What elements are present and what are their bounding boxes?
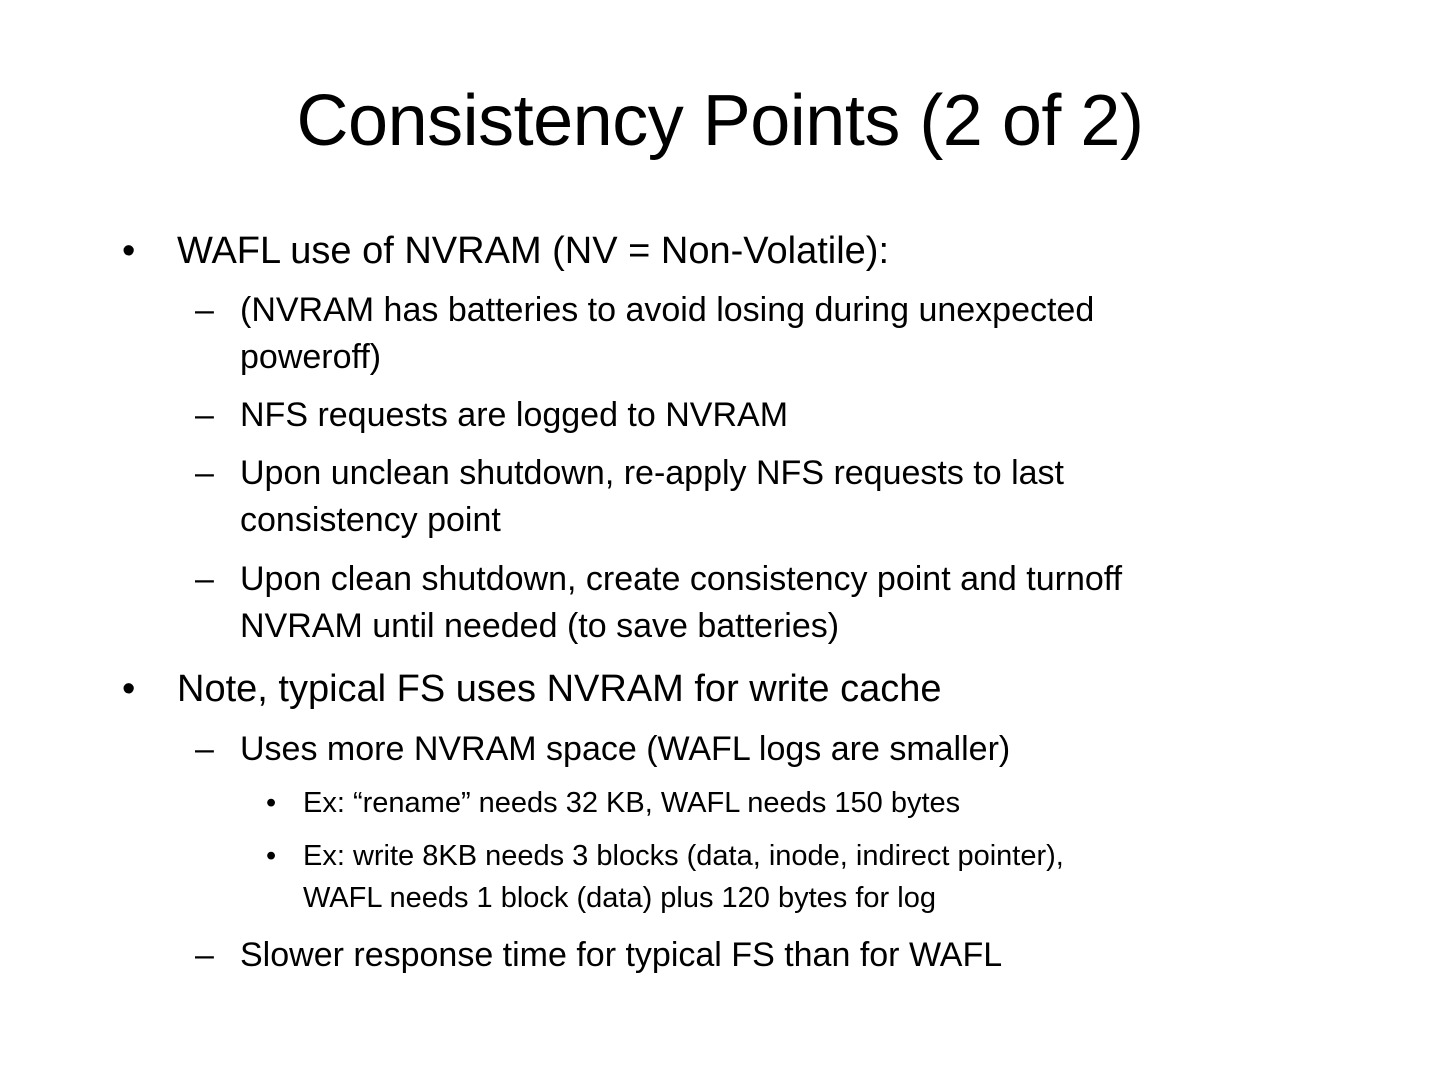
sub-bullet-text: Upon unclean shutdown, re-apply NFS requests to last [240, 454, 1065, 492]
slide-title: Consistency Points (2 of 2) [296, 81, 1144, 161]
sub-bullet-text: NVRAM until needed (to save batteries) [240, 607, 840, 645]
bullet-text: Note, typical FS uses NVRAM for write cache [177, 668, 942, 710]
sub-bullet-text: (NVRAM has batteries to avoid losing during unexpected [240, 291, 1095, 329]
bullet-marker: • [122, 668, 136, 710]
sub-sub-bullet-text: Ex: “rename” needs 32 KB, WAFL needs 150 bytes [303, 787, 961, 819]
sub-bullet-text: Uses more NVRAM space (WAFL logs are smaller) [240, 730, 1011, 768]
sub-bullet-text: Upon clean shutdown, create consistency point and turnoff [240, 560, 1123, 598]
sub-bullet-text: consistency point [240, 501, 501, 539]
bullet-marker: • [122, 230, 136, 272]
dash-marker: – [195, 454, 214, 492]
sub-sub-bullet-text: Ex: write 8KB needs 3 blocks (data, inode, indirect pointer), [303, 840, 1064, 872]
dash-marker: – [195, 730, 214, 768]
bullet-text: WAFL use of NVRAM (NV = Non-Volatile): [177, 230, 890, 272]
sub-bullet-text: poweroff) [240, 338, 382, 376]
dash-marker: – [195, 936, 214, 974]
small-bullet-marker: • [266, 840, 277, 872]
dash-marker: – [195, 560, 214, 598]
dash-marker: – [195, 396, 214, 434]
dash-marker: – [195, 291, 214, 329]
sub-bullet-text: Slower response time for typical FS than for WAFL [240, 936, 1003, 974]
sub-bullet-text: NFS requests are logged to NVRAM [240, 396, 789, 434]
small-bullet-marker: • [266, 787, 277, 819]
sub-sub-bullet-text: WAFL needs 1 block (data) plus 120 bytes for log [303, 882, 936, 914]
